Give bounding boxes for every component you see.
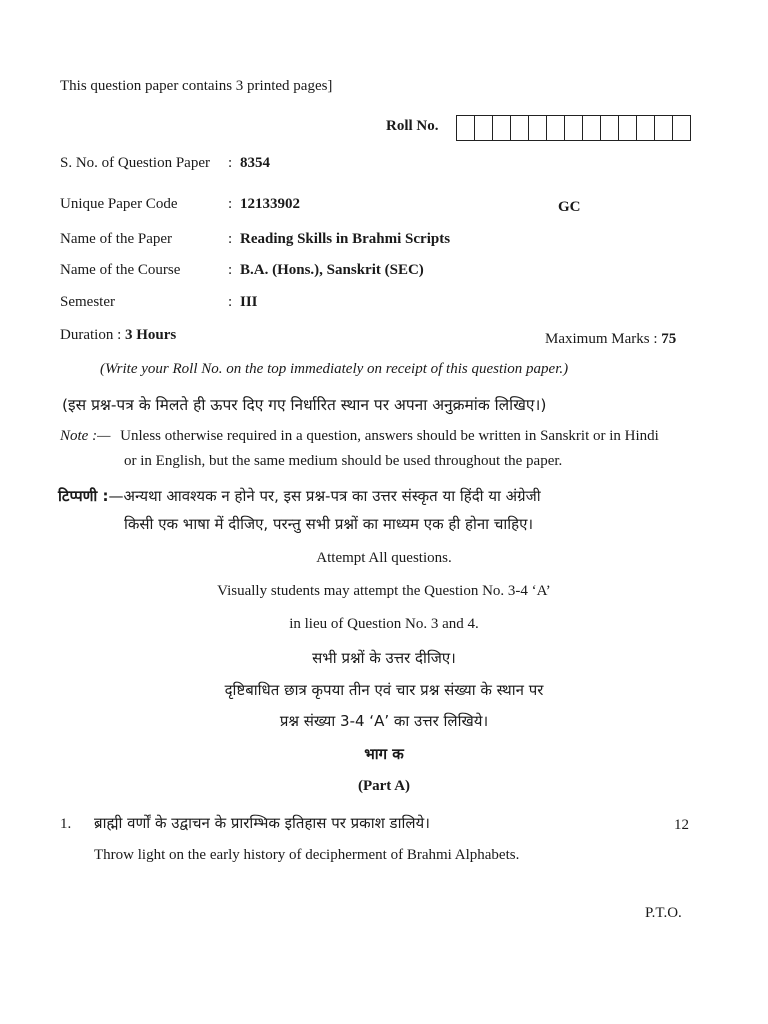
roll-digit-box[interactable] xyxy=(673,116,690,140)
question-1-english: Throw light on the early history of decipherment of Brahmi Alphabets. xyxy=(94,847,520,863)
max-marks-label: Maximum Marks : xyxy=(545,331,658,347)
roll-digit-box[interactable] xyxy=(475,116,493,140)
question-1-hindi: ब्राह्मी वर्णों के उद्वाचन के प्रारम्भिक इतिहास पर प्रकाश डालिये। xyxy=(94,814,430,832)
part-heading-english: (Part A) xyxy=(357,778,411,794)
roll-digit-box[interactable] xyxy=(583,116,601,140)
visually-impaired-hindi-1: दृष्टिबाधित छात्र कृपया तीन एवं चार प्रश्न संख्या के स्थान पर xyxy=(224,681,544,699)
roll-digit-box[interactable] xyxy=(493,116,511,140)
roll-digit-box[interactable] xyxy=(565,116,583,140)
roll-digit-box[interactable] xyxy=(529,116,547,140)
roll-digit-box[interactable] xyxy=(547,116,565,140)
tippani-text-2: किसी एक भाषा में दीजिए, परन्तु सभी प्रश्नों का माध्यम एक ही होना चाहिए। xyxy=(124,515,534,533)
meta-value: Reading Skills in Brahmi Scripts xyxy=(240,231,451,247)
roll-digit-box[interactable] xyxy=(655,116,673,140)
tippani-line-1 xyxy=(58,486,541,506)
note-line-1 xyxy=(60,428,659,445)
page-turn-over: P.T.O. xyxy=(645,905,682,921)
roll-digit-box[interactable] xyxy=(601,116,619,140)
visually-impaired-english-2: in lieu of Question No. 3 and 4. xyxy=(289,616,479,632)
gc-code: GC xyxy=(558,199,581,215)
meta-value: B.A. (Hons.), Sanskrit (SEC) xyxy=(240,262,424,278)
attempt-all-english: Attempt All questions. xyxy=(316,550,452,566)
question-1-marks: 12 xyxy=(674,817,689,833)
visually-impaired-hindi-2: प्रश्न संख्या 3-4 ‘A’ का उत्तर लिखिये। xyxy=(279,712,489,730)
note-text-1: Unless otherwise required in a question, answers should be written in Sanskrit or in Hindi xyxy=(120,428,659,444)
maximum-marks xyxy=(545,331,676,348)
meta-row-paper-code: Unique Paper Code : 12133902 xyxy=(60,196,300,212)
meta-value: 8354 xyxy=(240,155,270,171)
pages-note: This question paper contains 3 printed pages] xyxy=(60,78,333,94)
roll-no-boxes[interactable] xyxy=(456,115,691,141)
part-heading-hindi: भाग क xyxy=(364,745,404,763)
meta-label: Unique Paper Code xyxy=(60,196,178,212)
tippani-label: टिप्पणी : xyxy=(58,487,109,505)
duration xyxy=(60,327,176,344)
roll-digit-box[interactable] xyxy=(619,116,637,140)
roll-instruction-english: (Write your Roll No. on the top immediately on receipt of this question paper.) xyxy=(100,361,569,377)
roll-digit-box[interactable] xyxy=(457,116,475,140)
meta-label: Semester xyxy=(60,294,115,310)
meta-row-semester: Semester : III xyxy=(60,294,258,310)
meta-row-paper-name: Name of the Paper : Reading Skills in Brahmi Scripts xyxy=(60,231,451,247)
meta-label: S. No. of Question Paper xyxy=(60,155,210,171)
meta-label: Name of the Paper xyxy=(60,231,173,247)
meta-value: III xyxy=(240,294,258,310)
roll-no-label: Roll No. xyxy=(386,118,439,134)
duration-value: 3 Hours xyxy=(125,327,177,343)
roll-instruction-hindi: (इस प्रश्न-पत्र के मिलते ही ऊपर दिए गए निर्धारित स्थान पर अपना अनुक्रमांक लिखिए।) xyxy=(62,396,547,414)
note-text-2: or in English, but the same medium should be used throughout the paper. xyxy=(124,453,563,469)
tippani-text-1: —अन्यथा आवश्यक न होने पर, इस प्रश्न-पत्र का उत्तर संस्कृत या हिंदी या अंग्रेजी xyxy=(108,487,541,505)
roll-digit-box[interactable] xyxy=(511,116,529,140)
question-1-number: 1. xyxy=(60,816,72,832)
duration-label: Duration : xyxy=(60,327,122,343)
max-marks-value: 75 xyxy=(661,331,677,347)
visually-impaired-english-1: Visually students may attempt the Question No. 3-4 ‘A’ xyxy=(217,583,551,599)
meta-value: 12133902 xyxy=(240,196,300,212)
roll-digit-box[interactable] xyxy=(637,116,655,140)
attempt-all-hindi: सभी प्रश्नों के उत्तर दीजिए। xyxy=(312,649,456,667)
note-label: Note :— xyxy=(60,428,111,444)
meta-row-course: Name of the Course : B.A. (Hons.), Sanskrit (SEC) xyxy=(60,262,424,278)
meta-row-serial: S. No. of Question Paper : 8354 xyxy=(60,155,270,171)
meta-label: Name of the Course xyxy=(60,262,181,278)
